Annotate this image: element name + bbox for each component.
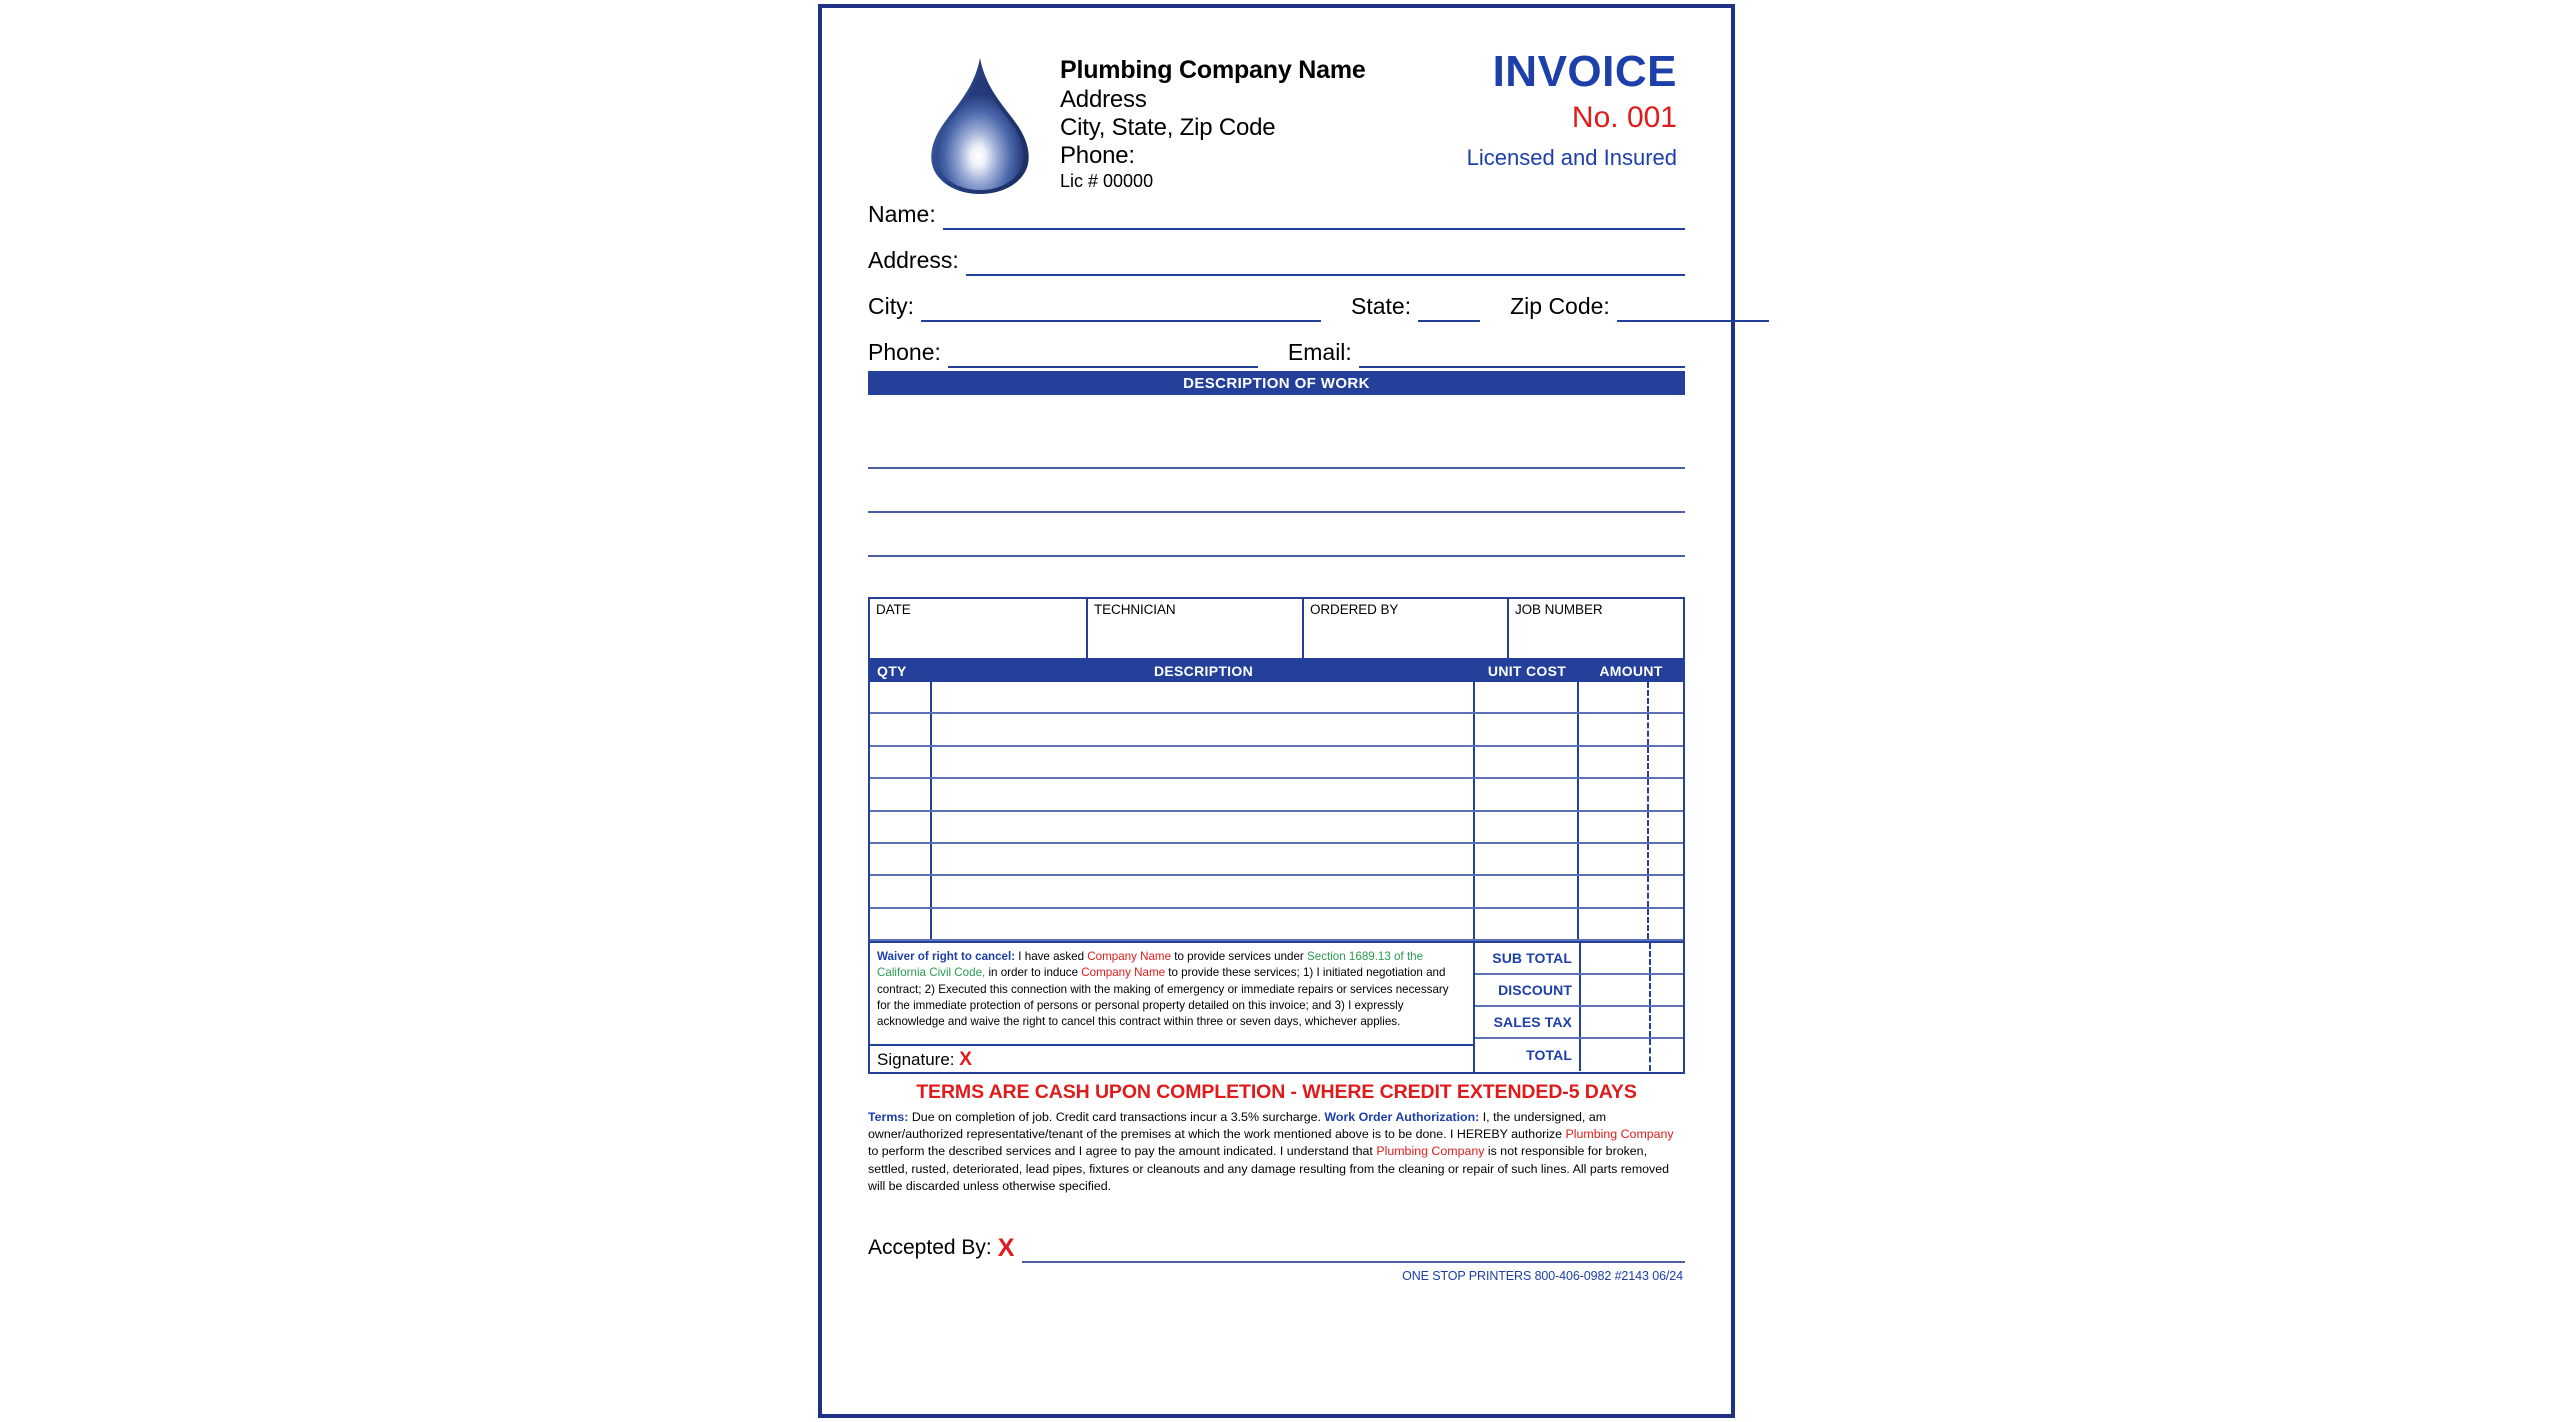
cents-divider: [1647, 909, 1649, 939]
field-row-address: [868, 230, 1685, 276]
cell-qty[interactable]: [870, 844, 932, 874]
signature-label: Signature:: [877, 1050, 955, 1070]
cell-description[interactable]: [932, 876, 1475, 906]
invoice-title-block: [1347, 47, 1677, 170]
job-ordered-by-label: ORDERED BY: [1310, 602, 1399, 617]
invoice-number: No. 001: [1571, 101, 1677, 134]
header-qty: QTY: [877, 663, 907, 679]
address-label: Address:: [868, 247, 959, 273]
cell-unit-cost[interactable]: [1475, 812, 1579, 842]
cell-unit-cost[interactable]: [1475, 747, 1579, 777]
cell-description[interactable]: [932, 909, 1475, 939]
printer-info: ONE STOP PRINTERS 800-406-0982 #2143 06/24: [1402, 1268, 1683, 1283]
header-amount: AMOUNT: [1599, 663, 1663, 679]
company-license: Lic # 00000: [1060, 171, 1154, 191]
email-input[interactable]: [1359, 340, 1685, 368]
signature-x-mark: X: [959, 1049, 972, 1071]
company-city-state-zip: City, State, Zip Code: [1060, 114, 1276, 141]
discount-label: DISCOUNT: [1498, 982, 1572, 999]
job-date-label: DATE: [876, 602, 911, 617]
cell-amount[interactable]: [1579, 682, 1683, 712]
waiver-heading: Waiver of right to cancel:: [877, 950, 1016, 964]
company-address: Address: [1060, 86, 1147, 113]
header-unit-cost: UNIT COST: [1487, 663, 1567, 679]
waiver-seg-2: to provide services under: [1171, 950, 1308, 964]
terms-body: [868, 1109, 1685, 1195]
accepted-by-input[interactable]: [1022, 1241, 1685, 1263]
cents-divider: [1649, 1039, 1651, 1071]
licensed-insured-text: Licensed and Insured: [1466, 145, 1677, 170]
terms-text-4: is not responsible for broken, settled, rusted, deteriorated, lead pipes, fixtures or cleanouts and any damage resulting from the cleaning or repair of such lines. All parts removed will be discarded unless otherwise specified.: [868, 1144, 1670, 1193]
terms-company-1: Plumbing Company: [1565, 1127, 1674, 1142]
terms-text-1: Due on completion of job. Credit card transactions incur a 3.5% surcharge.: [908, 1110, 1325, 1125]
job-technician-label: TECHNICIAN: [1094, 602, 1176, 617]
job-cell-ordered-by[interactable]: [1304, 599, 1509, 658]
job-cell-date[interactable]: [870, 599, 1088, 658]
job-cell-job-number[interactable]: [1509, 599, 1683, 658]
waiver-company-2: Company Name: [1081, 966, 1166, 980]
zip-input[interactable]: [1617, 294, 1769, 322]
sales-tax-value[interactable]: [1579, 1007, 1683, 1037]
cell-qty[interactable]: [870, 812, 932, 842]
job-info-table: [868, 597, 1685, 660]
job-cell-technician[interactable]: [1088, 599, 1304, 658]
cell-unit-cost[interactable]: [1475, 909, 1579, 939]
address-input[interactable]: [966, 248, 1685, 276]
table-row[interactable]: [870, 844, 1683, 876]
field-row-city-state-zip: [868, 276, 1685, 322]
company-block: [1060, 58, 1366, 190]
customer-fields: [868, 184, 1685, 368]
sales-tax-label: SALES TAX: [1493, 1014, 1572, 1031]
subtotal-value[interactable]: [1579, 943, 1683, 973]
description-of-work-lines: [868, 425, 1685, 557]
state-input[interactable]: [1418, 294, 1480, 322]
state-label: State:: [1351, 293, 1412, 319]
work-line-1[interactable]: [868, 425, 1685, 469]
cents-divider: [1647, 682, 1649, 712]
table-row[interactable]: [870, 779, 1683, 811]
table-row[interactable]: [870, 682, 1683, 714]
work-line-2[interactable]: [868, 469, 1685, 513]
cell-amount[interactable]: [1579, 779, 1683, 809]
cents-divider: [1647, 812, 1649, 842]
table-row[interactable]: [870, 714, 1683, 746]
totals-row-sales-tax: [1475, 1007, 1683, 1039]
terms-headline: TERMS ARE CASH UPON COMPLETION - WHERE CREDIT EXTENDED-5 DAYS: [916, 1081, 1637, 1104]
email-label: Email:: [1287, 339, 1352, 365]
waiver-seg-1: I have asked: [1015, 950, 1088, 964]
field-row-phone-email: [868, 322, 1685, 368]
table-row[interactable]: [870, 747, 1683, 779]
cell-description[interactable]: [932, 714, 1475, 744]
zip-label: Zip Code:: [1510, 293, 1610, 319]
cell-unit-cost[interactable]: [1475, 714, 1579, 744]
cell-qty[interactable]: [870, 747, 932, 777]
invoice-title: INVOICE: [1492, 47, 1677, 96]
cell-amount[interactable]: [1579, 812, 1683, 842]
description-of-work-bar: [868, 371, 1685, 395]
work-line-3[interactable]: [868, 513, 1685, 557]
cell-description[interactable]: [932, 747, 1475, 777]
cents-divider: [1647, 779, 1649, 809]
job-number-label: JOB NUMBER: [1515, 602, 1603, 617]
totals-block: [1475, 943, 1683, 1072]
cell-amount[interactable]: [1579, 876, 1683, 906]
cents-divider: [1647, 844, 1649, 874]
cell-description[interactable]: [932, 779, 1475, 809]
line-items-table: [868, 660, 1685, 1074]
invoice-header: [868, 8, 1685, 191]
accepted-x-mark: X: [997, 1233, 1015, 1262]
description-of-work-label: DESCRIPTION OF WORK: [1183, 374, 1370, 392]
water-drop-icon: [924, 56, 1036, 196]
waiver-code-reference: Section 1689.13 of the California Civil Code,: [877, 950, 1424, 980]
invoice-sheet: [818, 4, 1735, 1418]
terms-text-3: to perform the described services and I agree to pay the amount indicated. I understand that: [868, 1144, 1377, 1159]
city-label: City:: [868, 293, 914, 319]
cell-qty[interactable]: [870, 876, 932, 906]
invoice-content: [822, 8, 1731, 1414]
totals-row-subtotal: [1475, 943, 1683, 975]
discount-value[interactable]: [1579, 975, 1683, 1005]
work-order-authorization-label: Work Order Authorization:: [1324, 1110, 1480, 1125]
terms-label: Terms:: [868, 1110, 909, 1125]
company-name: Plumbing Company Name: [1060, 56, 1366, 84]
cents-divider: [1647, 747, 1649, 777]
totals-row-total: [1475, 1039, 1683, 1071]
cell-description[interactable]: [932, 812, 1475, 842]
waiver-seg-3: in order to induce: [985, 966, 1082, 980]
accepted-by-label: Accepted By:: [868, 1235, 992, 1259]
company-phone: Phone:: [1060, 142, 1135, 169]
cell-qty[interactable]: [870, 779, 932, 809]
waiver-company-1: Company Name: [1087, 950, 1172, 964]
waiver-seg-4: to provide these services; 1) I initiated negotiation and contract; 2) Executed this connection with the making of emergency or immediate repairs or services necessary for the immediate protection of persons or personal property detailed on this invoice; and 3) I expressly acknowledge and waive the right to cancel this contract within three or seven days, whichever applies.: [877, 966, 1449, 1028]
cell-unit-cost[interactable]: [1475, 682, 1579, 712]
name-label: Name:: [868, 201, 936, 227]
subtotal-label: SUB TOTAL: [1492, 950, 1572, 967]
terms-company-2: Plumbing Company: [1376, 1144, 1485, 1159]
total-label: TOTAL: [1526, 1047, 1572, 1064]
accepted-by-row: [868, 1229, 1685, 1263]
table-row[interactable]: [870, 909, 1683, 941]
cell-unit-cost[interactable]: [1475, 779, 1579, 809]
city-input[interactable]: [921, 294, 1321, 322]
cell-amount[interactable]: [1579, 747, 1683, 777]
phone-input[interactable]: [948, 340, 1258, 368]
cell-qty[interactable]: [870, 714, 932, 744]
waiver-paragraph: [877, 949, 1465, 1030]
cell-amount[interactable]: [1579, 714, 1683, 744]
cell-amount[interactable]: [1579, 909, 1683, 939]
cell-unit-cost[interactable]: [1475, 844, 1579, 874]
cell-qty[interactable]: [870, 682, 932, 712]
cell-unit-cost[interactable]: [1475, 876, 1579, 906]
terms-text-2: I, the undersigned, am owner/authorized representative/tenant of the premises at which the work mentioned above is to be done. I HEREBY authorize: [868, 1110, 1607, 1142]
header-description: DESCRIPTION: [1154, 663, 1253, 679]
waiver-totals-section: [870, 941, 1683, 1072]
cell-description[interactable]: [932, 682, 1475, 712]
total-value[interactable]: [1579, 1039, 1683, 1071]
phone-label: Phone:: [868, 339, 941, 365]
totals-row-discount: [1475, 975, 1683, 1007]
cents-divider: [1649, 943, 1651, 973]
cell-description[interactable]: [932, 844, 1475, 874]
cents-divider: [1649, 1007, 1651, 1037]
cell-amount[interactable]: [1579, 844, 1683, 874]
waiver-block: [870, 943, 1475, 1072]
table-row[interactable]: [870, 812, 1683, 844]
cents-divider: [1647, 876, 1649, 906]
cents-divider: [1647, 714, 1649, 744]
name-input[interactable]: [943, 202, 1685, 230]
cell-qty[interactable]: [870, 909, 932, 939]
line-items-header-row: [870, 660, 1683, 682]
cents-divider: [1649, 975, 1651, 1005]
table-row[interactable]: [870, 876, 1683, 908]
signature-line[interactable]: [870, 1044, 1473, 1072]
